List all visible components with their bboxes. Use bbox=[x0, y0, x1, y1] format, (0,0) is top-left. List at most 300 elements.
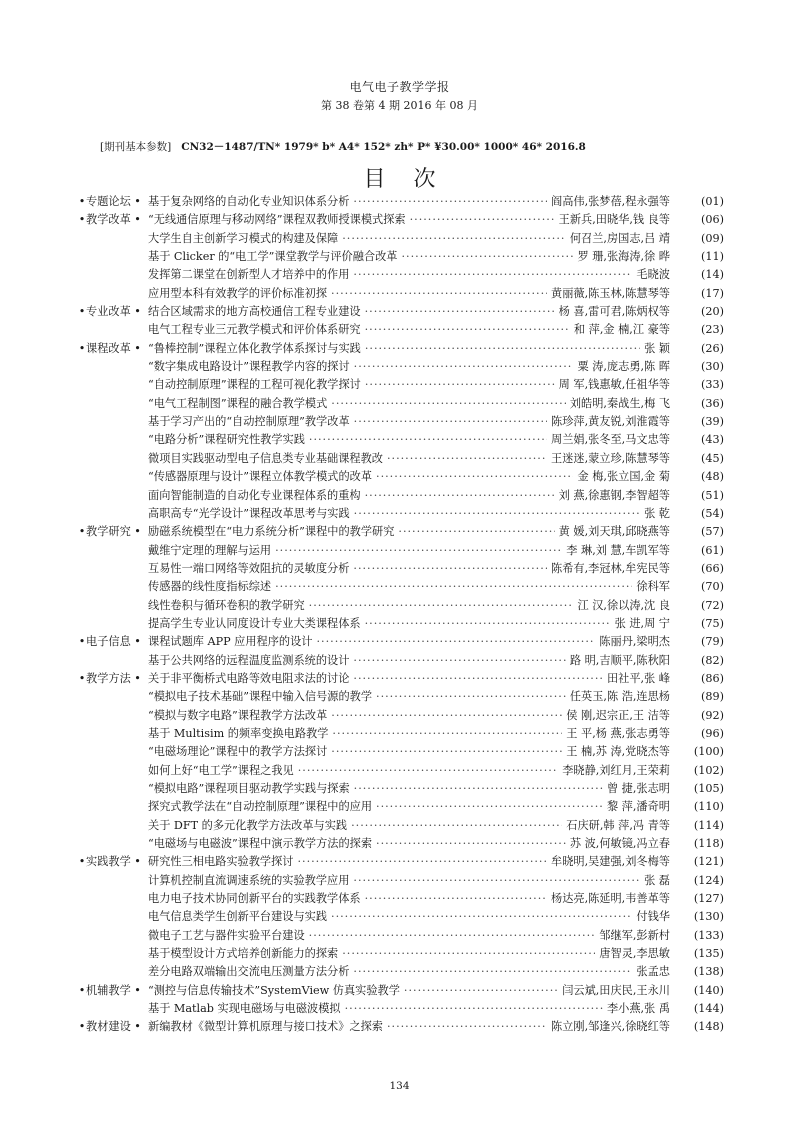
toc-leader-dots bbox=[376, 468, 573, 486]
toc-line bbox=[148, 780, 724, 798]
toc-entry bbox=[78, 505, 724, 523]
toc-authors: 任英玉,陈 浩,连思杨 bbox=[569, 690, 670, 704]
toc-authors: 邹继军,彭新村 bbox=[599, 928, 670, 942]
toc-leader-dots bbox=[353, 266, 632, 284]
toc-leader-dots bbox=[332, 725, 562, 743]
toc-authors: 粟 涛,庞志勇,陈 晖 bbox=[577, 360, 670, 374]
toc-leader-dots bbox=[309, 431, 547, 449]
toc-page-number: (118) bbox=[693, 837, 724, 851]
toc-leader-dots bbox=[275, 578, 632, 596]
toc-page-number: (57) bbox=[701, 525, 724, 539]
toc-leader-dots bbox=[404, 982, 558, 1000]
toc-page-number: (54) bbox=[701, 506, 724, 520]
toc-authors: 唐智灵,李思敏 bbox=[599, 947, 670, 961]
toc-article-title: 基于公共网络的远程温度监测系统的设计 bbox=[148, 653, 350, 667]
toc-page-number: (61) bbox=[701, 543, 724, 557]
table-of-contents bbox=[78, 193, 724, 1037]
toc-authors: 李小燕,张 禹 bbox=[606, 1002, 670, 1016]
toc-authors: 陈立刚,邹逢兴,徐晓红等 bbox=[551, 1020, 670, 1034]
toc-line bbox=[148, 927, 724, 945]
toc-line bbox=[148, 963, 724, 981]
bullet-icon: • bbox=[78, 341, 86, 355]
toc-authors: 杨 喜,雷可君,陈炳权等 bbox=[558, 305, 670, 319]
toc-authors: 田社平,张 峰 bbox=[606, 671, 670, 685]
toc-entry bbox=[78, 652, 724, 670]
toc-line bbox=[148, 523, 724, 541]
toc-section: 专业改革 • bbox=[86, 305, 141, 319]
toc-line bbox=[148, 633, 724, 651]
toc-leader-dots bbox=[401, 248, 573, 266]
toc-article-title: 差分电路双端输出交流电压测量方法分析 bbox=[148, 965, 350, 979]
bullet-icon: • bbox=[78, 635, 86, 649]
toc-leader-dots bbox=[376, 688, 566, 706]
toc-section: 教材建设 • bbox=[86, 1020, 141, 1034]
toc-authors: 张 乾 bbox=[644, 506, 670, 520]
toc-page-number: (138) bbox=[693, 965, 724, 979]
toc-leader-dots bbox=[331, 285, 547, 303]
toc-article-title: “电磁场与电磁波”课程中演示教学方法的探索 bbox=[148, 837, 373, 851]
toc-entry bbox=[78, 431, 724, 449]
toc-article-title: “电路分析”课程研究性教学实践 bbox=[148, 433, 305, 447]
toc-page-number: (140) bbox=[693, 983, 724, 997]
toc-leader-dots bbox=[351, 817, 562, 835]
toc-article-title: 基于模型设计方式培养创新能力的探索 bbox=[148, 947, 339, 961]
toc-authors: 石庆研,韩 萍,冯 青等 bbox=[566, 818, 670, 832]
toc-authors: 徐科军 bbox=[636, 580, 670, 594]
toc-authors: 和 萍,金 楠,江 豪等 bbox=[573, 323, 670, 337]
toc-article-title: 课程试题库 APP 应用程序的设计 bbox=[148, 635, 313, 649]
toc-entry bbox=[78, 798, 724, 816]
toc-page-number: (92) bbox=[701, 708, 724, 722]
toc-entry bbox=[78, 615, 724, 633]
toc-page-number: (06) bbox=[701, 213, 724, 227]
toc-page-number: (72) bbox=[701, 598, 724, 612]
toc-article-title: “鲁棒控制”课程立体化教学体系探讨与实践 bbox=[148, 341, 361, 355]
toc-article-title: 高职高专“光学设计”课程改革思考与实践 bbox=[148, 506, 350, 520]
toc-entry bbox=[78, 450, 724, 468]
toc-authors: 陈希有,李冠林,牟宪民等 bbox=[551, 561, 670, 575]
toc-page-number: (26) bbox=[701, 341, 724, 355]
toc-line bbox=[148, 890, 724, 908]
toc-article-title: “电磁场理论”课程中的教学方法探讨 bbox=[148, 745, 328, 759]
toc-authors: 付钱华 bbox=[636, 910, 670, 924]
toc-page-number: (30) bbox=[701, 360, 724, 374]
toc-line bbox=[148, 468, 724, 486]
toc-article-title: “传感器原理与设计”课程立体教学模式的改革 bbox=[148, 470, 373, 484]
toc-page-number: (09) bbox=[701, 231, 724, 245]
toc-page-number: (127) bbox=[693, 892, 724, 906]
toc-entry bbox=[78, 211, 724, 229]
toc-line bbox=[148, 413, 724, 431]
toc-entry bbox=[78, 1000, 724, 1018]
toc-article-title: 微电子工艺与器件实验平台建设 bbox=[148, 928, 305, 942]
toc-leader-dots bbox=[353, 963, 632, 981]
toc-article-title: 如何上好“电工学”课程之我见 bbox=[148, 763, 294, 777]
toc-leader-dots bbox=[365, 321, 570, 339]
toc-article-title: 戴维宁定理的理解与运用 bbox=[148, 543, 272, 557]
toc-authors: 王 平,杨 燕,张志勇等 bbox=[566, 726, 670, 740]
toc-entry bbox=[78, 835, 724, 853]
toc-line bbox=[148, 266, 724, 284]
toc-section: 教学改革 • bbox=[86, 213, 141, 227]
toc-leader-dots bbox=[365, 615, 611, 633]
toc-article-title: 结合区域需求的地方高校通信工程专业建设 bbox=[148, 305, 361, 319]
toc-leader-dots bbox=[354, 505, 640, 523]
toc-article-title: 电力电子技术协同创新平台的实践教学体系 bbox=[148, 892, 361, 906]
toc-leader-dots bbox=[353, 193, 547, 211]
toc-entry bbox=[78, 963, 724, 981]
toc-authors: 张 颖 bbox=[644, 341, 670, 355]
toc-leader-dots bbox=[342, 945, 595, 963]
toc-article-title: 微项目实践驱动型电子信息类专业基础课程教改 bbox=[148, 451, 383, 465]
toc-line bbox=[148, 743, 724, 761]
toc-article-title: 提高学生专业认同度设计专业大类课程体系 bbox=[148, 616, 361, 630]
toc-leader-dots bbox=[353, 652, 565, 670]
toc-line bbox=[148, 762, 724, 780]
toc-authors: 王 楠,苏 涛,党晓杰等 bbox=[566, 745, 670, 759]
toc-entry bbox=[78, 688, 724, 706]
toc-page-number: (105) bbox=[693, 782, 724, 795]
toc-authors: 罗 珊,张海涛,徐 晔 bbox=[577, 250, 670, 264]
toc-entry bbox=[78, 523, 724, 541]
toc-page-number: (86) bbox=[701, 671, 724, 685]
toc-article-title: 电气工程专业三元教学模式和评价体系研究 bbox=[148, 323, 361, 337]
toc-authors: 苏 波,何敏镜,冯立春 bbox=[569, 837, 670, 851]
toc-article-title: 面向智能制造的自动化专业课程体系的重构 bbox=[148, 488, 361, 502]
toc-article-title: 电气信息类学生创新平台建设与实践 bbox=[148, 910, 328, 924]
toc-authors: 张孟忠 bbox=[636, 965, 670, 979]
toc-title: 目次 bbox=[363, 167, 464, 192]
toc-page-number: (148) bbox=[693, 1020, 724, 1034]
toc-page-number: (75) bbox=[701, 616, 724, 630]
toc-leader-dots bbox=[331, 707, 562, 725]
toc-line bbox=[148, 542, 724, 560]
toc-page-number: (66) bbox=[701, 561, 724, 575]
toc-leader-dots bbox=[410, 211, 555, 229]
toc-authors: 江 汉,徐以涛,沈 良 bbox=[577, 598, 670, 612]
toc-entry bbox=[78, 230, 724, 248]
toc-entry bbox=[78, 707, 724, 725]
toc-authors: 曾 捷,张志明 bbox=[606, 782, 670, 795]
toc-page-number: (133) bbox=[693, 928, 724, 942]
toc-leader-dots bbox=[365, 487, 555, 505]
toc-line bbox=[148, 725, 724, 743]
toc-leader-dots bbox=[342, 230, 566, 248]
bullet-icon: • bbox=[78, 305, 86, 319]
toc-article-title: 探究式教学法在“自动控制原理”课程中的应用 bbox=[148, 800, 373, 814]
toc-section: 实践教学 • bbox=[86, 855, 141, 869]
toc-line bbox=[148, 285, 724, 303]
toc-article-title: 励磁系统模型在“电力系统分析”课程中的教学研究 bbox=[148, 525, 395, 539]
toc-line bbox=[148, 853, 724, 871]
toc-page-number: (39) bbox=[701, 415, 724, 429]
toc-leader-dots bbox=[354, 358, 574, 376]
toc-authors: 陈珍萍,黄友锐,刘淮霞等 bbox=[551, 415, 670, 429]
toc-entry bbox=[78, 560, 724, 578]
toc-authors: 金 梅,张立国,金 菊 bbox=[577, 470, 670, 484]
toc-leader-dots bbox=[309, 597, 574, 615]
toc-page-number: (36) bbox=[701, 396, 724, 410]
toc-entry bbox=[78, 633, 724, 651]
toc-authors: 黄丽薇,陈玉林,陈慧琴等 bbox=[551, 286, 670, 300]
toc-authors: 张 磊 bbox=[644, 873, 670, 887]
toc-page-number: (43) bbox=[701, 433, 724, 447]
toc-entry bbox=[78, 376, 724, 394]
toc-entry bbox=[78, 248, 724, 266]
toc-authors: 王迷迷,蒙立珍,陈慧琴等 bbox=[551, 451, 670, 465]
toc-entry bbox=[78, 890, 724, 908]
toc-leader-dots bbox=[298, 762, 558, 780]
toc-page-number: (14) bbox=[701, 268, 724, 282]
toc-authors: 陈丽丹,梁明杰 bbox=[599, 635, 670, 649]
toc-article-title: 发挥第二课堂在创新型人才培养中的作用 bbox=[148, 268, 350, 282]
toc-page-number: (100) bbox=[693, 745, 724, 759]
toc-article-title: “自动控制原理”课程的工程可视化教学探讨 bbox=[148, 378, 361, 392]
toc-leader-dots bbox=[354, 780, 603, 798]
toc-entry bbox=[78, 872, 724, 890]
toc-article-title: “模拟电子技术基础”课程中输入信号源的教学 bbox=[148, 690, 373, 704]
toc-leader-dots bbox=[365, 303, 555, 321]
toc-entry bbox=[78, 266, 724, 284]
toc-leader-dots bbox=[275, 542, 562, 560]
toc-authors: 牟晓明,吴建强,刘冬梅等 bbox=[551, 855, 670, 869]
bullet-icon: • bbox=[78, 195, 86, 208]
toc-entry bbox=[78, 413, 724, 431]
toc-page-number: (121) bbox=[693, 855, 724, 869]
toc-page-number: (48) bbox=[701, 470, 724, 484]
toc-authors: 刘 燕,徐惠钢,李智超等 bbox=[558, 488, 670, 502]
toc-line bbox=[148, 487, 724, 505]
toc-authors: 王新兵,田晓华,钱 良等 bbox=[558, 213, 670, 227]
toc-entry bbox=[78, 303, 724, 321]
toc-line bbox=[148, 817, 724, 835]
toc-page-number: (51) bbox=[701, 488, 724, 502]
toc-leader-dots bbox=[345, 1000, 603, 1018]
toc-page-number: (102) bbox=[693, 763, 724, 777]
toc-article-title: 关于非平衡桥式电路等效电阻求法的讨论 bbox=[148, 671, 350, 685]
toc-line bbox=[148, 652, 724, 670]
toc-line bbox=[148, 1018, 724, 1036]
toc-line bbox=[148, 872, 724, 890]
toc-article-title: “电气工程制图”课程的融合教学模式 bbox=[148, 396, 328, 410]
toc-page-number: (17) bbox=[701, 286, 724, 300]
toc-leader-dots bbox=[365, 890, 547, 908]
toc-leader-dots bbox=[354, 413, 547, 431]
toc-entry bbox=[78, 193, 724, 211]
toc-line bbox=[148, 505, 724, 523]
toc-authors: 毛晓波 bbox=[636, 268, 670, 282]
journal-name: 电气电子教学学报 bbox=[349, 80, 450, 94]
bullet-icon: • bbox=[78, 983, 86, 997]
toc-line bbox=[148, 230, 724, 248]
toc-line bbox=[148, 688, 724, 706]
bullet-icon: • bbox=[78, 671, 86, 685]
toc-authors: 周兰娟,张冬至,马文忠等 bbox=[551, 433, 670, 447]
page-number: 134 bbox=[389, 1080, 410, 1092]
toc-line bbox=[148, 211, 724, 229]
toc-line bbox=[148, 798, 724, 816]
toc-page-number: (96) bbox=[701, 726, 724, 740]
toc-authors: 杨达亮,陈延明,韦善革等 bbox=[551, 892, 670, 906]
toc-line bbox=[148, 193, 724, 211]
toc-entry bbox=[78, 908, 724, 926]
toc-article-title: “数字集成电路设计”课程教学内容的探讨 bbox=[148, 360, 350, 374]
toc-entry bbox=[78, 670, 724, 688]
toc-entry bbox=[78, 487, 724, 505]
toc-page-number: (33) bbox=[701, 378, 724, 392]
bullet-icon: • bbox=[78, 855, 86, 869]
params-label: [期刊基本参数] bbox=[100, 141, 172, 153]
toc-entry bbox=[78, 597, 724, 615]
journal-parameters bbox=[100, 139, 720, 154]
toc-line bbox=[148, 376, 724, 394]
toc-entry bbox=[78, 945, 724, 963]
toc-leader-dots bbox=[365, 340, 640, 358]
toc-page-number: (20) bbox=[701, 305, 724, 319]
toc-entry bbox=[78, 285, 724, 303]
toc-page-number: (01) bbox=[701, 195, 724, 208]
toc-authors: 何召兰,房国志,吕 靖 bbox=[569, 231, 670, 245]
toc-page-number: (110) bbox=[693, 800, 724, 814]
toc-article-title: “模拟电路”课程项目驱动教学实践与探索 bbox=[148, 782, 350, 795]
toc-leader-dots bbox=[317, 633, 596, 651]
toc-article-title: 计算机控制直流调速系统的实验教学应用 bbox=[148, 873, 350, 887]
toc-article-title: 基于 Matlab 实现电磁场与电磁波模拟 bbox=[148, 1002, 341, 1016]
toc-authors: 李 琳,刘 慧,车凯军等 bbox=[566, 543, 670, 557]
toc-page-number: (45) bbox=[701, 451, 724, 465]
toc-article-title: 传感器的线性度指标综述 bbox=[148, 580, 272, 594]
toc-page-number: (135) bbox=[693, 947, 724, 961]
toc-page-number: (144) bbox=[693, 1002, 724, 1016]
toc-line bbox=[148, 303, 724, 321]
toc-line bbox=[148, 707, 724, 725]
toc-line bbox=[148, 835, 724, 853]
toc-line bbox=[148, 578, 724, 596]
toc-article-title: 基于复杂网络的自动化专业知识体系分析 bbox=[148, 195, 350, 208]
toc-entry bbox=[78, 743, 724, 761]
toc-article-title: 基于 Multisim 的频率变换电路教学 bbox=[148, 726, 329, 740]
toc-leader-dots bbox=[297, 853, 547, 871]
toc-article-title: “测控与信息传输技术”SystemView 仿真实验教学 bbox=[148, 983, 400, 997]
toc-line bbox=[148, 431, 724, 449]
toc-entry bbox=[78, 395, 724, 413]
toc-page-number: (114) bbox=[693, 818, 724, 832]
toc-section: 课程改革 • bbox=[86, 341, 141, 355]
bullet-icon: • bbox=[78, 525, 86, 539]
toc-leader-dots bbox=[387, 450, 547, 468]
toc-leader-dots bbox=[398, 523, 554, 541]
toc-entry bbox=[78, 762, 724, 780]
toc-line bbox=[148, 340, 724, 358]
toc-authors: 周 军,钱惠敏,任祖华等 bbox=[558, 378, 670, 392]
toc-leader-dots bbox=[353, 670, 603, 688]
toc-line bbox=[148, 395, 724, 413]
toc-entry bbox=[78, 321, 724, 339]
toc-leader-dots bbox=[331, 743, 562, 761]
toc-article-title: “模拟与数字电路”课程教学方法改革 bbox=[148, 708, 328, 722]
toc-leader-dots bbox=[365, 376, 555, 394]
toc-line bbox=[148, 248, 724, 266]
toc-page-number: (82) bbox=[701, 653, 724, 667]
toc-entry bbox=[78, 780, 724, 798]
toc-page-number: (89) bbox=[701, 690, 724, 704]
toc-page-number: (130) bbox=[693, 910, 724, 924]
toc-section: 教学方法 • bbox=[86, 671, 141, 685]
toc-line bbox=[148, 982, 724, 1000]
toc-leader-dots bbox=[353, 872, 640, 890]
toc-entry bbox=[78, 927, 724, 945]
toc-line bbox=[148, 670, 724, 688]
toc-line bbox=[148, 597, 724, 615]
toc-section: 机辅教学 • bbox=[86, 983, 141, 997]
toc-page-number: (79) bbox=[701, 635, 724, 649]
toc-article-title: 关于 DFT 的多元化教学方法改革与实践 bbox=[148, 818, 348, 832]
toc-leader-dots bbox=[353, 560, 547, 578]
toc-entry bbox=[78, 578, 724, 596]
toc-leader-dots bbox=[376, 798, 603, 816]
toc-leader-dots bbox=[331, 395, 566, 413]
toc-entry bbox=[78, 853, 724, 871]
toc-authors: 张 进,周 宁 bbox=[614, 616, 670, 630]
toc-leader-dots bbox=[387, 1018, 547, 1036]
toc-article-title: 新编教材《微型计算机原理与接口技术》之探索 bbox=[148, 1020, 383, 1034]
toc-entry bbox=[78, 340, 724, 358]
toc-leader-dots bbox=[331, 908, 632, 926]
toc-page-number: (70) bbox=[701, 580, 724, 594]
toc-line bbox=[148, 615, 724, 633]
params-value: CN32－1487/TN* 1979* b* A4* 152* zh* P* ¥30.00* 1000* 46* 2016.8 bbox=[181, 141, 586, 153]
toc-entry bbox=[78, 468, 724, 486]
toc-entry bbox=[78, 725, 724, 743]
toc-entry bbox=[78, 358, 724, 376]
toc-line bbox=[148, 945, 724, 963]
toc-leader-dots bbox=[309, 927, 596, 945]
issue-info: 第 38 卷第 4 期 2016 年 08 月 bbox=[321, 99, 478, 112]
toc-page-number: (11) bbox=[701, 250, 724, 264]
toc-section: 教学研究 • bbox=[86, 525, 141, 539]
toc-authors: 刘皓明,秦战生,梅 飞 bbox=[569, 396, 670, 410]
toc-article-title: 线性卷积与循环卷积的教学研究 bbox=[148, 598, 305, 612]
toc-authors: 闫云斌,田庆民,王永川 bbox=[562, 983, 670, 997]
toc-page-number: (124) bbox=[693, 873, 724, 887]
toc-line bbox=[148, 321, 724, 339]
toc-line bbox=[148, 358, 724, 376]
toc-authors: 路 明,吉顺平,陈秋阳 bbox=[569, 653, 670, 667]
toc-line bbox=[148, 1000, 724, 1018]
toc-section: 专题论坛 • bbox=[86, 195, 141, 208]
toc-entry bbox=[78, 542, 724, 560]
toc-line bbox=[148, 908, 724, 926]
toc-entry bbox=[78, 1018, 724, 1036]
toc-authors: 阎高伟,张梦蓓,程永强等 bbox=[551, 195, 670, 208]
toc-entry bbox=[78, 817, 724, 835]
toc-section: 电子信息 • bbox=[86, 635, 141, 649]
toc-authors: 黎 萍,潘奇明 bbox=[606, 800, 670, 814]
toc-article-title: 基于 Clicker 的“电工学”课堂教学与评价融合改革 bbox=[148, 250, 398, 264]
toc-page-number: (23) bbox=[701, 323, 724, 337]
toc-article-title: 研究性三相电路实验教学探讨 bbox=[148, 855, 294, 869]
toc-line bbox=[148, 560, 724, 578]
toc-entry bbox=[78, 982, 724, 1000]
toc-leader-dots bbox=[376, 835, 566, 853]
toc-article-title: 大学生自主创新学习模式的构建及保障 bbox=[148, 231, 339, 245]
toc-authors: 黄 媛,刘天琪,邱晓燕等 bbox=[558, 525, 670, 539]
toc-authors: 李晓静,刘红月,王荣莉 bbox=[562, 763, 670, 777]
toc-authors: 侯 刚,迟宗正,王 洁等 bbox=[566, 708, 670, 722]
bullet-icon: • bbox=[78, 213, 86, 227]
bullet-icon: • bbox=[78, 1020, 86, 1034]
toc-article-title: “无线通信原理与移动网络”课程双教师授课模式探索 bbox=[148, 213, 406, 227]
